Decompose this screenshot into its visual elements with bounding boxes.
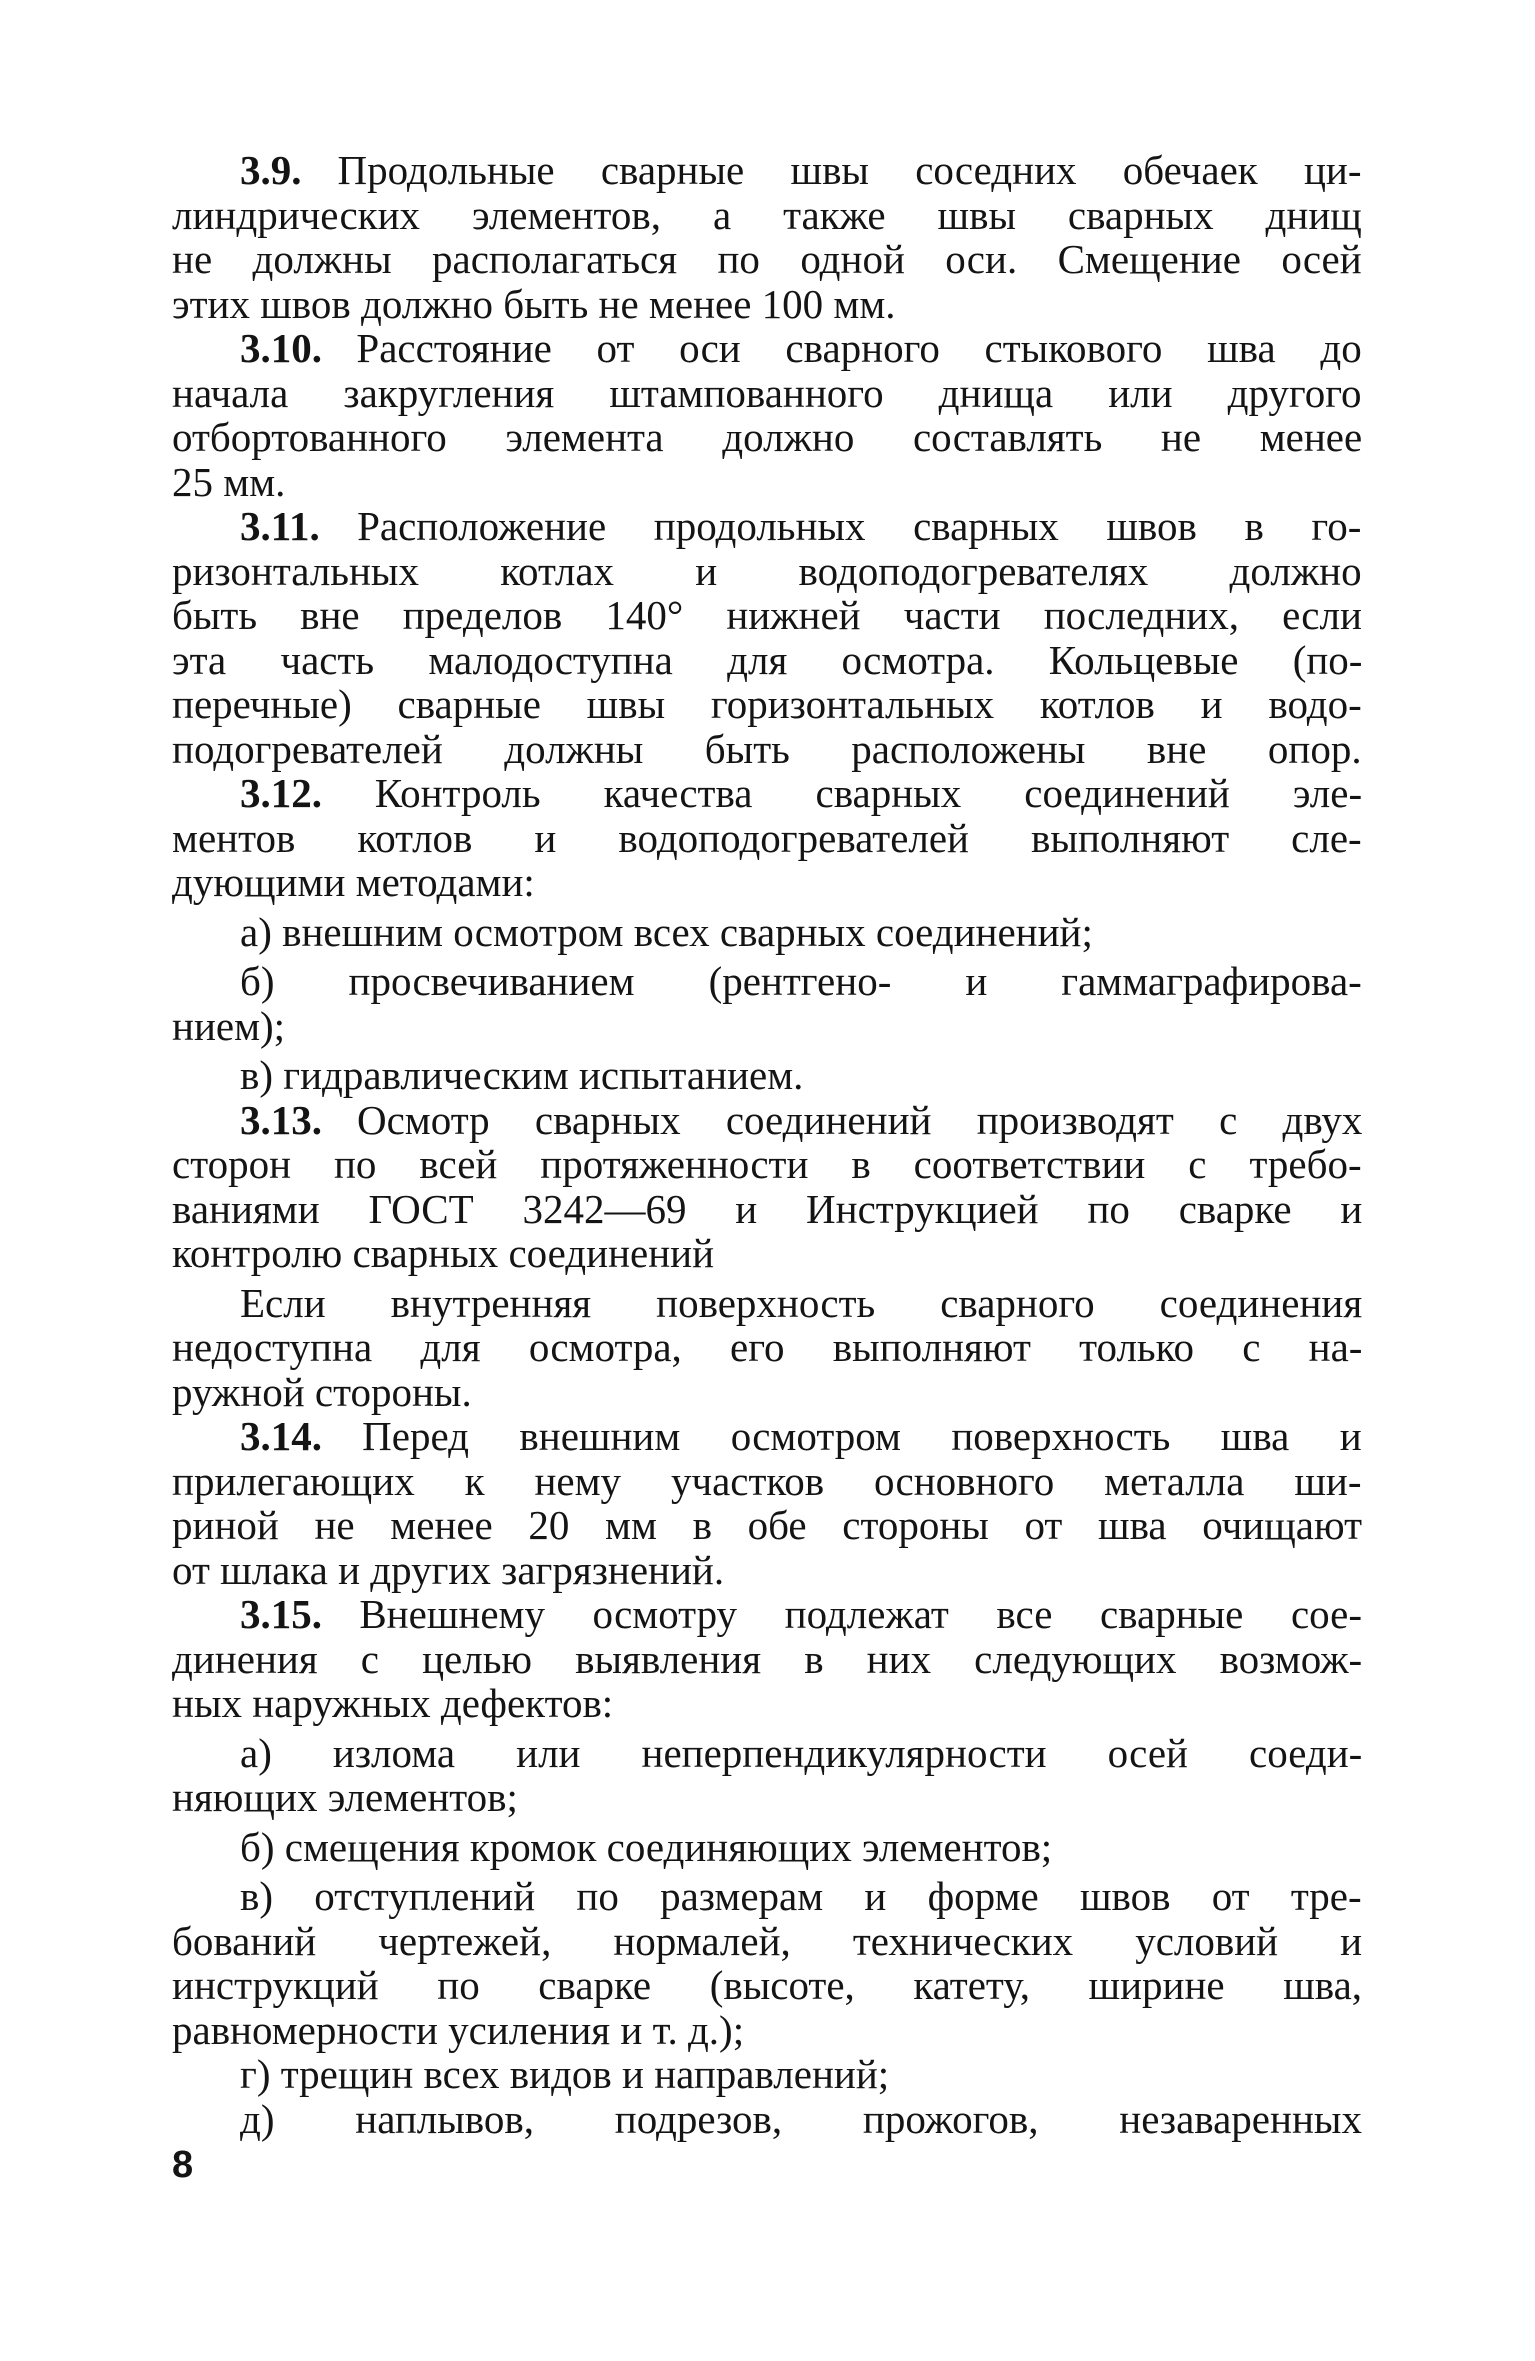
p-3-10-line — [172, 371, 1362, 416]
item-3-15-c-line — [172, 1874, 1362, 1919]
p-3-12-line — [172, 860, 1362, 905]
line-text: Осмотр сварных соединений производят с двух — [357, 1096, 1363, 1143]
line-text: перечные) сварные швы горизонтальных котлов и водо- — [172, 681, 1362, 727]
line-text: нием); — [172, 1002, 286, 1049]
line-text: быть вне пределов 140° нижней части последних, если — [172, 592, 1362, 638]
p-3-14-line — [172, 1414, 1362, 1459]
line-text: а) излома или неперпендикулярности осей соеди- — [240, 1729, 1363, 1776]
item-3-12-b-line — [172, 1004, 1362, 1049]
p-3-13-line — [172, 1142, 1362, 1187]
line-text: не должны располагаться по одной оси. Смещение осей — [172, 236, 1362, 282]
line-text: линдрических элементов, а также швы сварных днищ — [172, 191, 1362, 238]
line-text: б) просвечиванием (рентгено- и гаммаграфирова- — [240, 958, 1362, 1004]
line-text: Продольные сварные швы соседних обечаек ци- — [337, 147, 1362, 193]
paragraph-number: 3.15. — [240, 1591, 322, 1637]
line-text: Расположение продольных сварных швов в го- — [357, 503, 1362, 549]
line-text: 25 мм. — [172, 458, 286, 505]
line-text: д) наплывов, подрезов, прожогов, незаваренных — [240, 2095, 1362, 2142]
line-text: Перед внешним осмотром поверхность шва и — [362, 1413, 1362, 1459]
p-3-13-cont-line — [172, 1370, 1362, 1415]
p-3-15-line — [172, 1637, 1362, 1682]
p-3-9-line — [172, 193, 1362, 238]
p-3-11-line — [172, 593, 1362, 638]
line-text: начала закругления штампованного днища или другого — [172, 369, 1362, 416]
p-3-15-line — [172, 1592, 1362, 1637]
item-3-15-c-line — [172, 2008, 1362, 2053]
line-text: в) отступлений по размерам и форме швов от тре- — [240, 1873, 1362, 1919]
item-3-12-a-line — [172, 910, 1362, 955]
line-text: прилегающих к нему участков основного металла ши- — [172, 1457, 1362, 1504]
p-3-13-line — [172, 1187, 1362, 1232]
paragraph-number: 3.11. — [240, 503, 320, 549]
p-3-9-line — [172, 282, 1362, 327]
p-3-12-line — [172, 816, 1362, 861]
p-3-13-cont-line — [172, 1281, 1362, 1326]
item-3-12-c-line — [172, 1053, 1362, 1098]
body-text — [172, 148, 1362, 2141]
line-text: отбортованного элемента должно составлять не менее — [172, 414, 1363, 460]
p-3-9-line — [172, 148, 1362, 193]
line-text: няющих элементов; — [172, 1774, 518, 1820]
p-3-14-line — [172, 1503, 1362, 1548]
line-text: динения с целью выявления в них следующих возмож- — [172, 1635, 1363, 1682]
paragraph-number: 3.9. — [240, 147, 302, 193]
p-3-10-line — [172, 460, 1362, 505]
item-3-15-c-line — [172, 1963, 1362, 2008]
line-text: б) смещения кромок соединяющих элементов; — [240, 1823, 1053, 1870]
line-text: а) внешним осмотром всех сварных соединений; — [240, 908, 1093, 955]
p-3-13-line — [172, 1231, 1362, 1276]
item-3-12-b-line — [172, 959, 1362, 1004]
line-text: от шлака и других загрязнений. — [172, 1546, 725, 1593]
line-text: ных наружных дефектов: — [172, 1680, 614, 1726]
p-3-11-line — [172, 504, 1362, 549]
item-3-15-e-line — [172, 2097, 1362, 2142]
p-3-14-line — [172, 1548, 1362, 1593]
p-3-12-line — [172, 771, 1362, 816]
p-3-14-line — [172, 1459, 1362, 1504]
line-text: ризонтальных котлах и водоподогревателях должно — [172, 547, 1362, 594]
line-text: г) трещин всех видов и направлений; — [240, 2051, 890, 2097]
line-text: бований чертежей, нормалей, технических условий и — [172, 1917, 1363, 1964]
line-text: сторон по всей протяженности в соответствии с требо- — [172, 1141, 1362, 1187]
line-text: Внешнему осмотру подлежат все сварные сое- — [359, 1591, 1363, 1637]
line-text: риной не менее 20 мм в обе стороны от шва очищают — [172, 1502, 1363, 1548]
line-text: ментов котлов и водоподогревателей выполняют сле- — [172, 814, 1362, 861]
line-text: инструкций по сварке (высоте, катету, ширине шва, — [172, 1962, 1363, 2008]
p-3-10-line — [172, 326, 1362, 371]
line-text: ваниями ГОСТ 3242—69 и Инструкцией по сварке и — [172, 1185, 1363, 1232]
line-text: контролю сварных соединений — [172, 1230, 715, 1276]
line-text: Контроль качества сварных соединений эле- — [374, 770, 1363, 816]
p-3-11-line — [172, 682, 1362, 727]
line-text: в) гидравлическим испытанием. — [240, 1052, 804, 1098]
paragraph-number: 3.12. — [240, 770, 322, 816]
paragraph-number: 3.14. — [240, 1413, 322, 1459]
line-text: эта часть малодоступна для осмотра. Кольцевые (по- — [172, 636, 1363, 683]
item-3-15-d-line — [172, 2052, 1362, 2097]
item-3-15-a-line — [172, 1775, 1362, 1820]
line-text: ружной стороны. — [172, 1368, 472, 1415]
p-3-11-line — [172, 638, 1362, 683]
p-3-10-line — [172, 415, 1362, 460]
line-text: подогревателей должны быть расположены вне опор. — [172, 725, 1362, 772]
paragraph-number: 3.10. — [240, 325, 322, 371]
line-text: Расстояние от оси сварного стыкового шва до — [356, 325, 1362, 371]
p-3-15-line — [172, 1681, 1362, 1726]
line-text: дующими методами: — [172, 859, 535, 905]
p-3-13-cont-line — [172, 1325, 1362, 1370]
line-text: равномерности усиления и т. д.); — [172, 2006, 745, 2053]
line-text: Если внутренняя поверхность сварного соединения — [240, 1279, 1363, 1326]
p-3-9-line — [172, 237, 1362, 282]
paragraph-number: 3.13. — [240, 1096, 322, 1143]
page-number: 8 — [172, 2144, 194, 2186]
p-3-13-line — [172, 1098, 1362, 1143]
p-3-11-line — [172, 549, 1362, 594]
p-3-11-line — [172, 727, 1362, 772]
item-3-15-a-line — [172, 1731, 1362, 1776]
item-3-15-b-line — [172, 1825, 1362, 1870]
item-3-15-c-line — [172, 1919, 1362, 1964]
line-text: этих швов должно быть не менее 100 мм. — [172, 280, 896, 327]
line-text: недоступна для осмотра, его выполняют только с на- — [172, 1324, 1363, 1370]
